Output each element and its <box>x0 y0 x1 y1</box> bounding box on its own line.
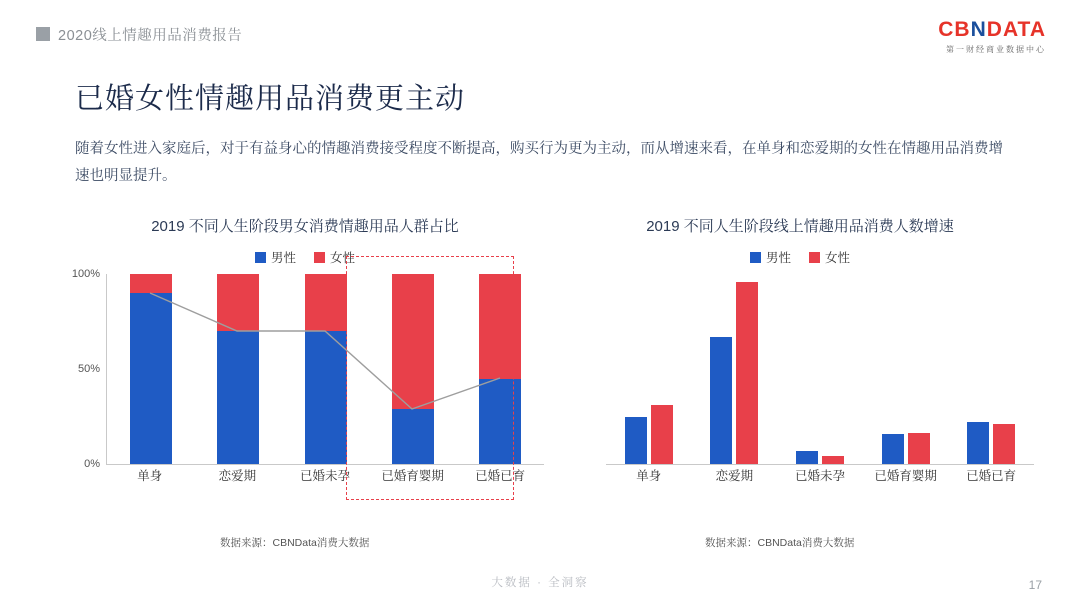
logo-subtitle: 第一财经商业数据中心 <box>946 45 1046 54</box>
segment-female <box>479 274 521 379</box>
legend-swatch-male-icon <box>255 252 266 263</box>
chart-right-plot <box>560 274 1040 489</box>
legend-label-female: 女性 <box>330 251 356 265</box>
chart-left-y-axis <box>60 268 106 470</box>
page-header <box>0 0 1080 62</box>
chart-left-source: 数据来源：CBNData消费大数据 <box>220 537 370 549</box>
bar-group-single <box>107 274 194 464</box>
logo-text-right: DATA <box>986 18 1046 41</box>
bar-group-married-no-child <box>777 274 863 464</box>
legend-label-female: 女性 <box>825 251 851 265</box>
bar-male <box>967 422 989 464</box>
chart-right-x-labels <box>606 466 1034 484</box>
chart-left-title: 2019 不同人生阶段男女消费情趣用品人群占比 <box>151 218 459 235</box>
x-label: 已婚已育 <box>475 469 526 483</box>
bar-group-has-child <box>457 274 544 464</box>
bar-group-dating <box>692 274 778 464</box>
legend-swatch-male-icon <box>750 252 761 263</box>
x-label: 已婚已育 <box>966 469 1017 483</box>
stack-bar <box>479 274 521 464</box>
x-label: 恋爱期 <box>715 469 754 483</box>
legend-label-male: 男性 <box>270 251 296 265</box>
legend-item-female <box>809 248 850 266</box>
bar-male <box>710 337 732 464</box>
chart-right-source: 数据来源：CBNData消费大数据 <box>705 537 855 549</box>
chart-stacked-share <box>60 215 550 549</box>
chart-right-legend <box>560 248 1040 266</box>
y-tick-50: 50% <box>77 363 100 375</box>
chart-growth-rate <box>560 215 1040 549</box>
logo-text-left: CB <box>938 18 971 41</box>
bar-male <box>796 451 818 464</box>
x-label: 单身 <box>636 469 662 483</box>
bar-group-infant <box>863 274 949 464</box>
header-square-marker <box>36 27 50 41</box>
x-label: 已婚育婴期 <box>381 469 444 483</box>
chart-left-bars <box>107 274 544 464</box>
chart-left-plot <box>60 268 550 489</box>
logo-text-mid: N <box>970 18 987 41</box>
segment-female <box>305 274 347 331</box>
page-title: 已婚女性情趣用品消费更主动 <box>75 83 466 115</box>
segment-female <box>130 274 172 293</box>
legend-swatch-female-icon <box>314 252 325 263</box>
bar-female <box>822 456 844 464</box>
x-label: 已婚育婴期 <box>874 469 937 483</box>
stack-bar <box>217 274 259 464</box>
chart-left-plot-area <box>106 274 544 465</box>
bar-group-married-no-child <box>282 274 369 464</box>
stack-bar <box>392 274 434 464</box>
cbndata-logo <box>938 18 1046 55</box>
segment-male <box>305 331 347 464</box>
bar-male <box>882 434 904 464</box>
chart-right-bars <box>606 274 1034 464</box>
bar-group-dating <box>194 274 281 464</box>
bar-male <box>625 417 647 465</box>
page-description: 随着女性进入家庭后，对于有益身心的情趣消费接受程度不断提高，购买行为更为主动，而从增速来看，在单身和恋爱期的女性在情趣用品消费增速也明显提升。 <box>75 141 1003 184</box>
y-tick-0: 0% <box>84 458 100 470</box>
chart-left-legend <box>60 248 550 266</box>
segment-male <box>479 379 521 465</box>
bar-female <box>736 282 758 464</box>
legend-label-male: 男性 <box>765 251 791 265</box>
legend-item-male <box>750 248 791 266</box>
bar-group-single <box>606 274 692 464</box>
segment-female <box>217 274 259 331</box>
legend-item-male <box>255 248 296 266</box>
segment-female <box>392 274 434 409</box>
x-label: 已婚未孕 <box>794 469 845 483</box>
chart-right-plot-area <box>606 274 1034 465</box>
segment-male <box>392 409 434 464</box>
x-label: 已婚未孕 <box>299 469 350 483</box>
y-tick-100: 100% <box>71 268 100 280</box>
x-label: 单身 <box>137 469 163 483</box>
stack-bar <box>130 274 172 464</box>
segment-male <box>130 293 172 464</box>
bar-group-infant <box>369 274 456 464</box>
header-title: 2020线上情趣用品消费报告 <box>58 28 243 44</box>
bar-female <box>651 405 673 464</box>
stack-bar <box>305 274 347 464</box>
bar-female <box>908 433 930 464</box>
chart-left-x-labels <box>106 466 544 484</box>
x-label: 恋爱期 <box>218 469 257 483</box>
chart-right-title: 2019 不同人生阶段线上情趣用品消费人数增速 <box>646 218 954 235</box>
segment-male <box>217 331 259 464</box>
legend-item-female <box>314 248 355 266</box>
page-number: 17 <box>1028 578 1042 592</box>
bar-female <box>993 424 1015 464</box>
bar-group-has-child <box>948 274 1034 464</box>
footer-note: 大数据 · 全洞察 <box>491 577 589 589</box>
legend-swatch-female-icon <box>809 252 820 263</box>
logo-wordmark <box>938 18 1046 42</box>
